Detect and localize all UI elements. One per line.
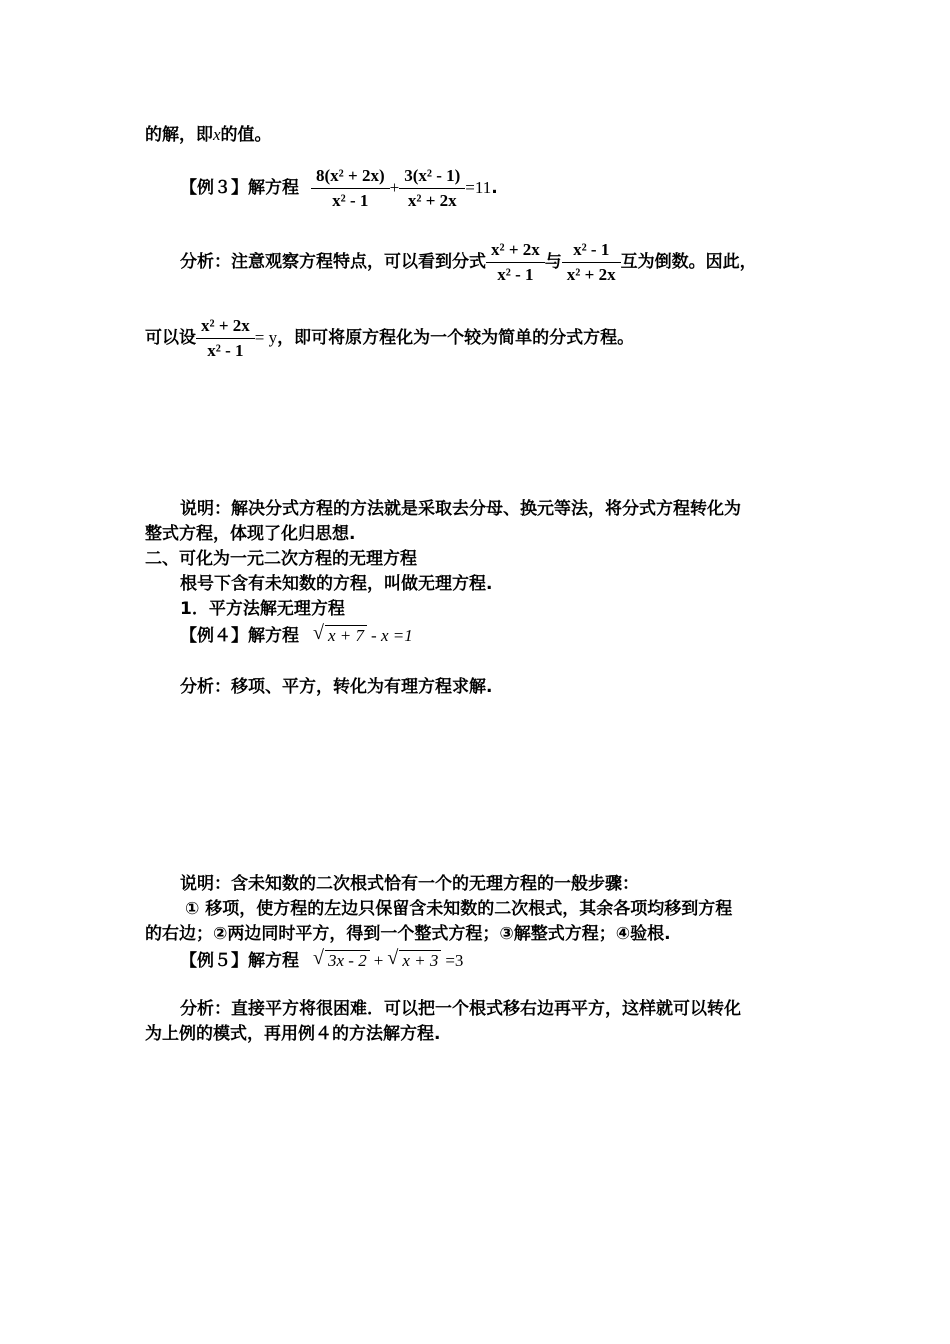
fraction-numerator: x² + 2x (201, 315, 250, 335)
note-1-text-2: 整式方程，体现了化归思想. (145, 524, 356, 544)
plus-sign: + (373, 951, 384, 970)
analysis-3-equals-y: = y (254, 328, 278, 347)
note-2-line-3: 的右边；②两边同时平方，得到一个整式方程；③解整式方程；④验根. (145, 924, 671, 944)
fraction-denominator: x² + 2x (407, 190, 457, 210)
analysis-4-text: 移项、平方，转化为有理方程求解. (231, 677, 493, 697)
note-2-line-1 (180, 873, 639, 895)
example-5-sqrt-2 (387, 947, 441, 972)
analysis-3-fraction-a (486, 238, 545, 287)
note-1-text-1: 解决分式方程的方法就是采取去分母、换元等法，将分式方程转化为 (231, 499, 741, 519)
note-2-text-1: 含未知数的二次根式恰有一个的无理方程的一般步骤： (231, 874, 639, 894)
analysis-3-text-2: 互为倒数。因此， (620, 252, 757, 272)
example-3-label: 【例３】 (180, 178, 248, 198)
fraction-denominator: x² - 1 (332, 190, 369, 210)
analysis-3-text-3: 可以设 (145, 328, 196, 348)
example-4 (180, 622, 413, 647)
example-4-label: 【例４】 (180, 626, 248, 646)
fraction-numerator: x² + 2x (491, 239, 540, 259)
note-2-label: 说明： (180, 874, 231, 894)
fraction-denominator: x² - 1 (207, 340, 244, 360)
fraction-denominator: x² + 2x (566, 264, 616, 284)
analysis-5-line-2: 为上例的模式，再用例４的方法解方程. (145, 1024, 441, 1044)
analysis-3-text-4: ，即可将原方程化为一个较为简单的分式方程。 (277, 328, 635, 348)
radical-sign: √ (313, 622, 324, 644)
section-2-title: 二、可化为一元二次方程的无理方程 (145, 549, 417, 569)
analysis-3-label: 分析： (180, 252, 231, 272)
fraction-denominator: x² - 1 (497, 264, 534, 284)
analysis-3-fraction-b (562, 238, 621, 287)
var-x: x (213, 125, 221, 144)
radicand: 3x - 2 (325, 950, 370, 970)
radicand: x + 7 (325, 625, 367, 645)
example-4-sqrt (313, 622, 367, 647)
example-3 (180, 162, 498, 214)
intro-prefix: 的解，即 (145, 125, 213, 145)
example-3-fraction-1 (311, 164, 390, 213)
section-2-definition: 根号下含有未知数的方程，叫做无理方程. (180, 574, 493, 594)
example-3-text: 解方程 (248, 178, 299, 198)
example-5-rhs: =3 (445, 951, 464, 970)
analysis-5-line-1 (180, 998, 741, 1020)
analysis-3-line-2 (145, 312, 634, 364)
example-3-fraction-2 (399, 164, 465, 213)
analysis-4-label: 分析： (180, 677, 231, 697)
radical-sign: √ (313, 947, 324, 969)
example-5-label: 【例５】 (180, 951, 248, 971)
example-3-dot: . (491, 178, 498, 198)
intro-suffix: 的值。 (220, 125, 272, 145)
analysis-3-text-1: 注意观察方程特点，可以看到分式 (231, 252, 486, 272)
example-5-text: 解方程 (248, 951, 299, 971)
example-4-rest: - x =1 (371, 626, 413, 645)
fraction-numerator: 3(x² - 1) (404, 165, 461, 185)
analysis-4 (180, 676, 492, 698)
note-1-label: 说明： (180, 499, 231, 519)
plus-sign: + (389, 178, 400, 197)
radical-sign: √ (387, 947, 399, 969)
analysis-5-text-1: 直接平方将很困难．可以把一个根式移右边再平方，这样就可以转化 (231, 999, 741, 1019)
analysis-3-fraction-c (196, 314, 255, 363)
analysis-3-line-1 (180, 236, 757, 288)
example-5-sqrt-1 (313, 947, 370, 972)
subsection-1-title: 1．平方法解无理方程 (180, 599, 345, 619)
radicand: x + 3 (399, 950, 441, 970)
fraction-numerator: 8(x² + 2x) (316, 165, 385, 185)
note-1-line-1 (180, 498, 741, 520)
note-1-line-2 (145, 523, 355, 545)
intro-line (145, 124, 272, 146)
note-2-line-2: ① 移项，使方程的左边只保留含未知数的二次根式，其余各项均移到方程 (185, 899, 733, 919)
example-5 (180, 947, 464, 972)
example-3-rhs: =11 (465, 178, 492, 197)
example-4-text: 解方程 (248, 626, 299, 646)
fraction-numerator: x² - 1 (573, 239, 610, 259)
analysis-3-and: 与 (544, 252, 562, 272)
analysis-5-label: 分析： (180, 999, 231, 1019)
